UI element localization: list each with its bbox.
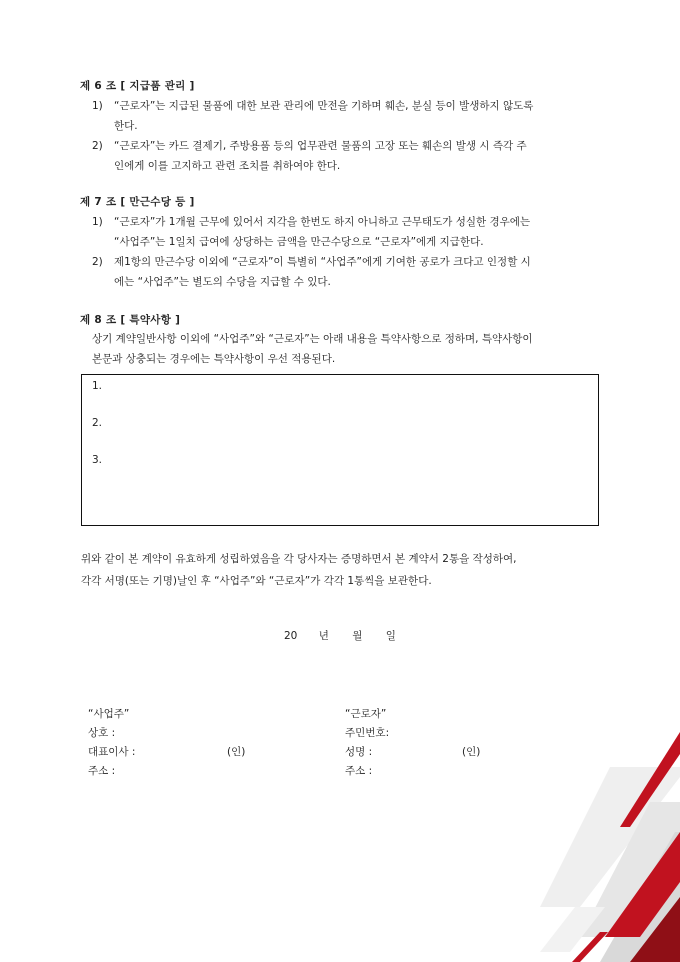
contract-date [284,628,424,643]
employee-name-label: 성명 : [345,746,373,758]
date-year: 20 [284,630,298,642]
list-item [92,136,600,176]
employer-address-label: 주소 : [88,765,116,777]
item-line: “사업주”는 1일치 급여에 상당하는 금액을 만근수당으로 “근로자”에게 지급한다. [114,236,484,248]
article7-items [92,212,600,292]
employee-seal: (인) [462,746,481,758]
article7-heading: 제 7 조 [ 만근수당 등 ] [80,196,195,208]
employer-title: “사업주” [88,708,130,720]
body-line: 상기 계약일반사항 이외에 “사업주”와 “근로자”는 아래 내용을 특약사항으로 정하며, 특약사항이 [92,333,533,345]
closing-line: 위와 같이 본 계약이 유효하게 성립하였음을 각 당사자는 증명하면서 본 계약서 2통을 작성하여, [81,553,517,565]
closing-paragraph [81,548,601,592]
item-number: 2) [92,140,103,152]
special-term-1: 1. [92,380,103,392]
special-term-2: 2. [92,417,103,429]
item-line: 한다. [114,120,138,132]
employee-address-label: 주소 : [345,765,373,777]
list-item [92,96,600,136]
article8-body [92,329,600,369]
date-month-unit: 월 [352,630,363,642]
item-line: 제1항의 만근수당 이외에 “근로자”이 특별히 “사업주”에게 기여한 공로가 크다고 인정할 시 [114,256,531,268]
corner-stripes-graphic [480,732,680,962]
item-line: 에는 “사업주”는 별도의 수당을 지급할 수 있다. [114,276,331,288]
item-number: 1) [92,100,103,112]
list-item [92,252,600,292]
item-line: “근로자”는 카드 결제기, 주방용품 등의 업무관련 물품의 고장 또는 훼손의 발생 시 즉각 주 [114,140,527,152]
item-number: 2) [92,256,103,268]
item-line: 인에게 이를 고지하고 관련 조치를 취하여야 한다. [114,160,341,172]
body-line: 본문과 상충되는 경우에는 특약사항이 우선 적용된다. [92,353,336,365]
list-item [92,212,600,252]
article6-heading: 제 6 조 [ 지급품 관리 ] [80,80,195,92]
article6-items [92,96,600,176]
employer-ceo-label: 대표이사 : [88,746,136,758]
employer-company-label: 상호 : [88,727,116,739]
article8-heading: 제 8 조 [ 특약사항 ] [80,314,181,326]
item-line: “근로자”가 1개월 근무에 있어서 지각을 한번도 하지 아니하고 근무태도가 성실한 경우에는 [114,216,531,228]
date-year-unit: 년 [318,630,329,642]
employer-seal: (인) [227,746,246,758]
employee-id-label: 주민번호: [345,727,390,739]
date-day-unit: 일 [385,630,396,642]
special-terms-box [81,374,599,526]
closing-line: 각각 서명(또는 기명)날인 후 “사업주”와 “근로자”가 각각 1통씩을 보관한다. [81,575,432,587]
item-line: “근로자”는 지급된 물품에 대한 보관 관리에 만전을 기하며 훼손, 분실 등이 발생하지 않도록 [114,100,534,112]
employee-title: “근로자” [345,708,387,720]
special-term-3: 3. [92,454,103,466]
item-number: 1) [92,216,103,228]
